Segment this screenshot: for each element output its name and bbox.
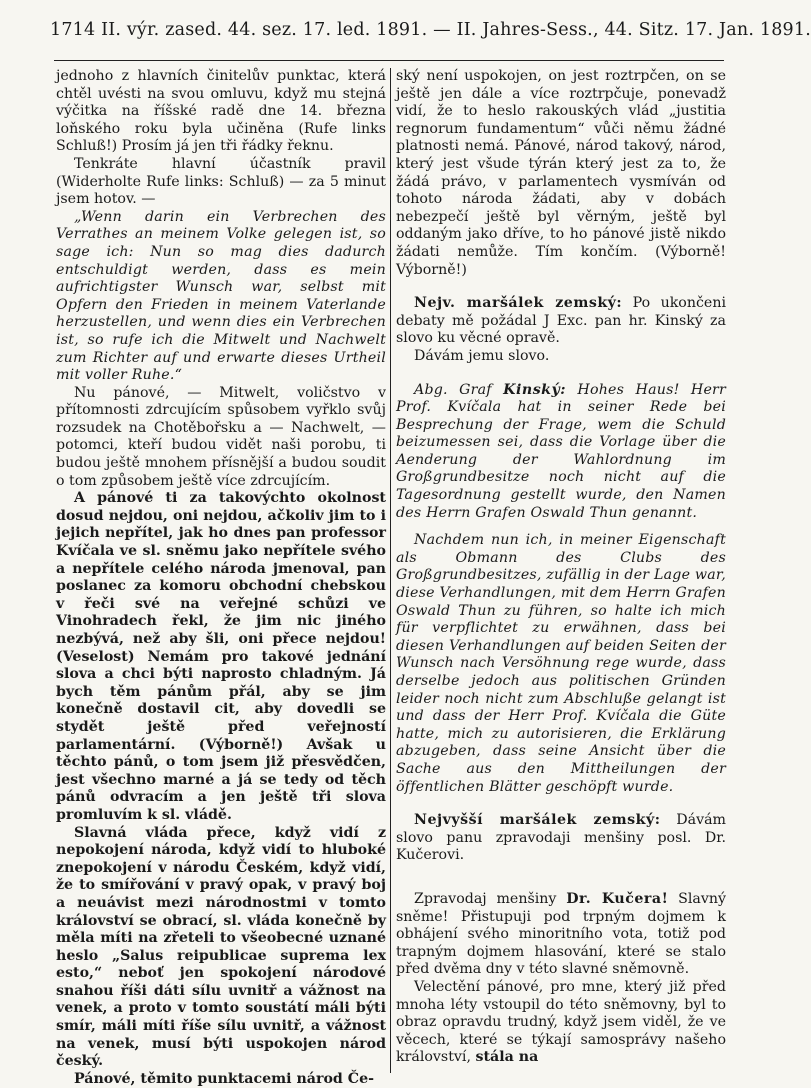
speech-marshal (396, 812, 726, 865)
paragraph: Nachdem nun ich, in meiner Eigenschaft als Obmann des Clubs des Großgrundbesitzes, zufällig in der Lage war, diese Verhandlungen, mit dem Herrn Grafen Oswald Thun zu führen, so halte ich mich für verpflichtet zu erwähnen, dass bei diesen Verhandlungen auf beiden Seiten der Wunsch nach Versöhnung rege wurde, dass derselbe jedoch aus politischen Gründen leider noch nicht zum Abschluße gelangt ist und dass der Herr Prof. Kvíčala die Güte hatte, mich zu autorisieren, die Erklärung abzugeben, dass seine Ansicht über die Sache aus den Mittheilungen der öffentlichen Blätter geschöpft wurde. (396, 532, 727, 795)
speech-text-bold: stála na (475, 1049, 539, 1066)
paragraph: A pánové ti za takovýchto okolnost dosud nejdou, oni nejdou, ačkoliv jim to i jejich nepřítel, jak ho dnes pan professor Kvíčala ve sl. sněmu jako nepřítele svého a nepřítele celého národa jmenoval, pan poslanec za komoru obchodní chebskou v řeči své na veřejné schůzi ve Vinohradech řekl, že jim nic jiného nezbývá, než aby šli, oni přece nejdou! (Veselost) Nemám pro takové jednání slova a chci býti naprosto chladným. Já bych těm pánům přál, aby se jim konečně dostavil cit, aby dovedli se stydět ještě před veřejností parlamentární. (Výborně!) Avšak u těchto pánů, o tom jsem již přesvědčen, jest všechno marné a já se tedy od těch pánů odvracím a jen ještě tři slova promluvím k sl. vládě. (56, 490, 386, 823)
speaker-name: Nejv. maršálek zemský: (414, 295, 623, 312)
paragraph: Dávám jemu slovo. (414, 347, 550, 364)
speaker-prefix: Abg. Graf (414, 381, 492, 398)
paragraph: Tenkráte hlavní účastník pravil (Widerholte Rufe links: Schluß) — za 5 minut jsem hotov. — (56, 155, 386, 208)
speech-marshal (396, 295, 726, 348)
paragraph: Pánové, těmito punktacemi národ Če- (74, 1070, 374, 1087)
speech-kinsky (396, 382, 726, 523)
speaker-name: Nejvyšší maršálek zemský: (414, 812, 661, 829)
speech-text: Po ukončeni debaty mě požádal J Exc. pan hr. Kinský za slovo ku věcné opravě. (396, 295, 727, 347)
paragraph (396, 979, 726, 1067)
right-column (396, 68, 726, 1078)
header-divider (54, 60, 724, 61)
column-divider (390, 68, 391, 1073)
page-header: 1714 II. výr. zased. 44. sez. 17. led. 1891. — II. Jahres-Sess., 44. Sitz. 17. Jan. 1891. (50, 20, 811, 40)
speech-kucera (396, 891, 726, 979)
german-quotation: „Wenn darin ein Verbrechen des Verrathes an meinem Volke gelegen ist, so sage ich: Nun so mag dies dadurch entschuldigt werden, dass es mein aufrichtigster Wunsch war, selbst mit Opfern den Frieden in meinem Vaterlande herzustellen, und wenn dies ein Verbrechen ist, so rufe ich die Mitwelt und Nachwelt zum Richter auf und erwarte dieses Urtheil mit voller Ruhe.“ (56, 208, 386, 384)
continued-paragraph: ský není uspokojen, on jest roztrpčen, on se ještě jen dále a více roztrpčuje, ponevadž vidí, že to heslo rakouských vlád „justitia regnorum fundamentum“ vůči němu žádné platnosti nemá. Pánové, národ takový, národ, který jest všude týrán který jest za to, že žádá právo, v parlamentech vysmíván od tohoto národa žádati, aby v dobách nebezpečí ještě byl věrným, ještě byl oddaným jako dříve, to ho pánové jistě nikdo žádati nemůže. Tím končím. (Výborně! Výborně!) (396, 68, 726, 278)
left-column (56, 68, 386, 1087)
paragraph: Nu pánové, — Mitwelt, voličstvo v přítomnosti zdrcujícím spůsobem vyřklo svůj rozsudek na Chotěbořsku a — Nachwelt, — potomci, kteří budou vidět naši porobu, ti budou ještě mnohem přísnější a budou soudit o tom způsobem ještě více zdrcujícím. (56, 384, 386, 489)
speech-text: Slavný sněme! Přistupuji pod trpným dojmem k obhájení svého minoritního vota, totiž pod trapným dojmem hlasování, které se stalo před dvěma dny v této slavné sněmovně. (396, 890, 726, 978)
speech-text: Hohes Haus! Herr Prof. Kvíčala hat in seiner Rede bei Besprechung der Frage, wem die Schuld beizumessen sei, dass die Vorlage über die Aenderung der Wahlordnung im Großgrundbesitze noch nicht auf die Tagesordnung gestellt wurde, den Namen des Herrn Grafen Oswald Thun genannt. (396, 381, 727, 521)
paragraph: Slavná vláda přece, když vidí z nepokojení národa, když vidí to hluboké znepokojení v národu Českém, když vidí, že to smířování v pravý opak, v pravý boj a neuávist mezi národnostmi v tomto království se obrací, sl. vláda konečně by měla míti na zřeteli to všeobecné uznané heslo „Salus reipublicae suprema lex esto,“ neboť jen spokojení národové snahou říši dáti sílu uvnitř a vážnost na venek, a proto v tomto soustátí máli býti smír, máli míti říše sílu uvnitř, a vážnost na venek, musí býti uspokojen národ český. (56, 824, 386, 1070)
speaker-name: Dr. Kučera! (566, 890, 669, 907)
speaker-name: Kinský: (503, 381, 566, 398)
speech-text: Velectění pánové, pro mne, který již před mnoha léty vstoupil do této sněmovny, byl to obraz opravdu trudný, když jsem viděl, že ve věcech, které se týkají samosprávy našeho království, (396, 978, 726, 1066)
speaker-intro: Zpravodaj menšiny (414, 890, 557, 907)
speech-text: Dávám slovo panu zpravodaji menšiny posl. Dr. Kučerovi. (396, 812, 726, 864)
continued-paragraph: jednoho z hlavních činitelův punktac, která chtěl uvésti na svou omluvu, když mu stejná výčitka na říšské radě dne 14. března loňského roku byla učiněna (Rufe links Schluß!) Prosím já jen tři řádky řeknu. (56, 68, 386, 155)
